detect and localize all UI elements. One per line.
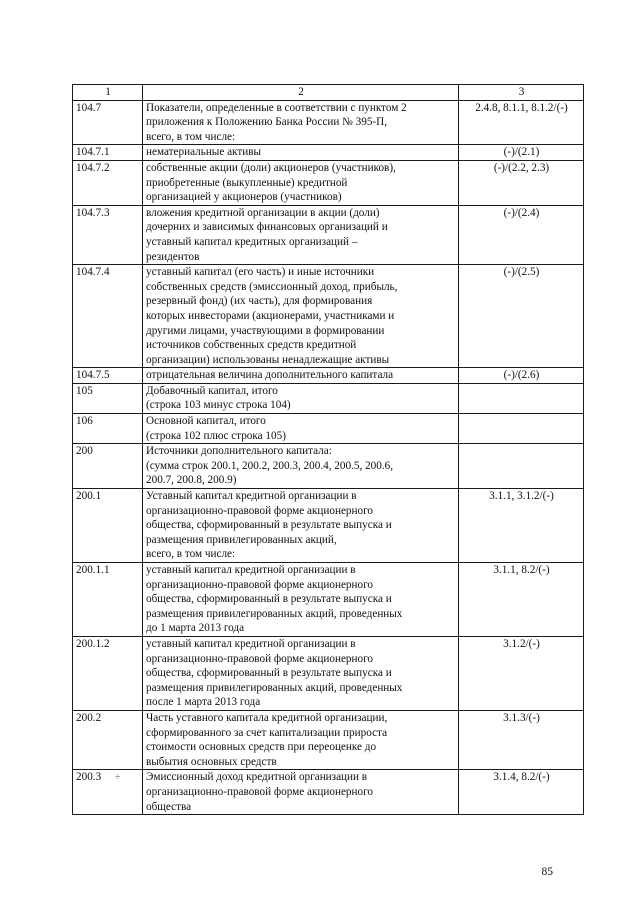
- description-line: организацией у акционеров (участников): [146, 191, 342, 204]
- row-description: [143, 368, 459, 384]
- description-line: до 1 марта 2013 года: [146, 622, 245, 635]
- row-reference: [459, 383, 584, 413]
- row-code-text: 104.7: [76, 101, 102, 114]
- row-reference: (-)/(2.2, 2.3): [459, 160, 584, 205]
- description-line: (строка 103 минус строка 104): [146, 399, 291, 412]
- row-reference: (-)/(2.4): [459, 205, 584, 264]
- row-code-text: 104.7.1: [76, 146, 110, 159]
- description-line: вложения кредитной организации в акции (доли): [146, 206, 380, 219]
- row-code: [73, 265, 143, 368]
- row-code: [73, 563, 143, 637]
- table-row: [73, 489, 584, 563]
- row-code-text: 200.1.2: [76, 637, 110, 650]
- row-code-text: 105: [76, 384, 93, 397]
- description-line: всего, в том числе:: [146, 548, 236, 561]
- row-description: [143, 489, 459, 563]
- row-description: [143, 205, 459, 264]
- row-code: [73, 160, 143, 205]
- table-row: [73, 383, 584, 413]
- description-line: Добавочный капитал, итого: [146, 384, 278, 397]
- description-line: Показатели, определенные в соответствии с пунктом 2: [146, 101, 407, 114]
- row-code: [73, 100, 143, 145]
- table-row: [73, 414, 584, 444]
- description-line: после 1 марта 2013 года: [146, 696, 261, 709]
- table-row: [73, 145, 584, 161]
- row-code-text: 104.7.3: [76, 206, 110, 219]
- row-code-text: 104.7.5: [76, 369, 110, 382]
- description-line: нематериальные активы: [146, 146, 262, 159]
- description-line: Эмиссионный доход кредитной организации в: [146, 771, 368, 784]
- row-code: [73, 414, 143, 444]
- column-header-2: 2: [143, 85, 459, 101]
- handwritten-mark: ÷: [115, 772, 121, 783]
- row-code-text: 104.7.4: [76, 266, 110, 279]
- description-line: общества, сформированный в результате выпуска и: [146, 593, 392, 606]
- description-line: (сумма строк 200.1, 200.2, 200.3, 200.4, 200.5, 200.6,: [146, 459, 394, 472]
- row-description: [143, 265, 459, 368]
- description-line: общества: [146, 800, 192, 813]
- description-line: другими лицами, участвующими в формировании: [146, 324, 385, 337]
- description-line: собственных средств (эмиссионный доход, прибыль,: [146, 280, 398, 293]
- table-body: [73, 100, 584, 815]
- row-reference: 3.1.1, 8.2/(-): [459, 563, 584, 637]
- table-row: [73, 368, 584, 384]
- row-code: [73, 636, 143, 710]
- description-line: (строка 102 плюс строка 105): [146, 429, 286, 442]
- description-line: 200.7, 200.8, 200.9): [146, 474, 237, 487]
- row-code: [73, 368, 143, 384]
- capital-table: [72, 84, 584, 815]
- row-code-text: 200.2: [76, 711, 102, 724]
- description-line: резервный фонд) (их часть), для формирования: [146, 295, 373, 308]
- row-code: [73, 444, 143, 489]
- description-line: Основной капитал, итого: [146, 415, 266, 428]
- row-reference: 3.1.3/(-): [459, 710, 584, 769]
- row-code-text: 200.3: [76, 771, 102, 784]
- description-line: Часть уставного капитала кредитной организации,: [146, 711, 388, 724]
- row-reference: 3.1.1, 3.1.2/(-): [459, 489, 584, 563]
- description-line: общества, сформированный в результате выпуска и: [146, 519, 392, 532]
- row-code-text: 200.1: [76, 490, 102, 503]
- row-reference: 3.1.4, 8.2/(-): [459, 770, 584, 815]
- description-line: уставный капитал кредитных организаций –: [146, 235, 358, 248]
- description-line: всего, в том числе:: [146, 130, 236, 143]
- description-line: отрицательная величина дополнительного капитала: [146, 369, 394, 382]
- table-row: [73, 444, 584, 489]
- description-line: организационно-правовой форме акционерного: [146, 578, 373, 591]
- description-line: организации) использованы ненадлежащие активы: [146, 353, 390, 366]
- description-line: уставный капитал (его часть) и иные источники: [146, 266, 375, 279]
- row-description: [143, 100, 459, 145]
- row-reference: (-)/(2.5): [459, 265, 584, 368]
- row-reference: 2.4.8, 8.1.1, 8.1.2/(-): [459, 100, 584, 145]
- table-row: [73, 265, 584, 368]
- description-line: Источники дополнительного капитала:: [146, 445, 332, 458]
- row-code: [73, 205, 143, 264]
- description-line: которых инвесторами (акционерами, участниками и: [146, 309, 395, 322]
- table-row: [73, 100, 584, 145]
- table-header-row: [73, 85, 584, 101]
- description-line: выбытия основных средств: [146, 755, 277, 768]
- description-line: уставный капитал кредитной организации в: [146, 637, 356, 650]
- row-description: [143, 414, 459, 444]
- row-reference: (-)/(2.1): [459, 145, 584, 161]
- table-row: [73, 636, 584, 710]
- row-code-text: 106: [76, 415, 93, 428]
- description-line: размещения привилегированных акций, проведенных: [146, 607, 403, 620]
- description-line: резидентов: [146, 250, 200, 263]
- description-line: приобретенные (выкупленные) кредитной: [146, 176, 348, 189]
- row-code-text: 104.7.2: [76, 161, 110, 174]
- column-header-1: 1: [73, 85, 143, 101]
- row-description: [143, 636, 459, 710]
- row-reference: [459, 444, 584, 489]
- row-code: [73, 145, 143, 161]
- table-row: [73, 710, 584, 769]
- row-description: [143, 563, 459, 637]
- description-line: сформированного за счет капитализации прироста: [146, 726, 388, 739]
- page-number: 85: [541, 866, 553, 878]
- description-line: уставный капитал кредитной организации в: [146, 564, 356, 576]
- row-description: [143, 383, 459, 413]
- row-code-text: 200.1.1: [76, 564, 110, 576]
- description-line: организационно-правовой форме акционерного: [146, 652, 373, 665]
- row-description: [143, 770, 459, 815]
- description-line: дочерних и зависимых финансовых организаций и: [146, 221, 388, 234]
- description-line: организационно-правовой форме акционерного: [146, 504, 373, 517]
- description-line: собственные акции (доли) акционеров (участников),: [146, 161, 396, 174]
- description-line: стоимости основных средств при переоценке до: [146, 741, 377, 754]
- row-reference: (-)/(2.6): [459, 368, 584, 384]
- row-code: [73, 710, 143, 769]
- row-reference: 3.1.2/(-): [459, 636, 584, 710]
- table-row: [73, 205, 584, 264]
- description-line: размещения привилегированных акций,: [146, 533, 337, 546]
- row-description: [143, 710, 459, 769]
- row-description: [143, 145, 459, 161]
- column-header-3: 3: [459, 85, 584, 101]
- description-line: организационно-правовой форме акционерного: [146, 785, 373, 798]
- row-description: [143, 444, 459, 489]
- table-row: [73, 563, 584, 637]
- row-code: [73, 489, 143, 563]
- row-code: [73, 383, 143, 413]
- row-code: [73, 770, 143, 815]
- row-code-text: 200: [76, 445, 93, 458]
- table-row: [73, 770, 584, 815]
- description-line: приложения к Положению Банка России № 395-П,: [146, 116, 388, 129]
- row-description: [143, 160, 459, 205]
- table-row: [73, 160, 584, 205]
- row-reference: [459, 414, 584, 444]
- description-line: размещения привилегированных акций, проведенных: [146, 681, 403, 694]
- description-line: общества, сформированный в результате выпуска и: [146, 667, 392, 680]
- description-line: Уставный капитал кредитной организации в: [146, 490, 357, 503]
- description-line: источников собственных средств кредитной: [146, 339, 357, 352]
